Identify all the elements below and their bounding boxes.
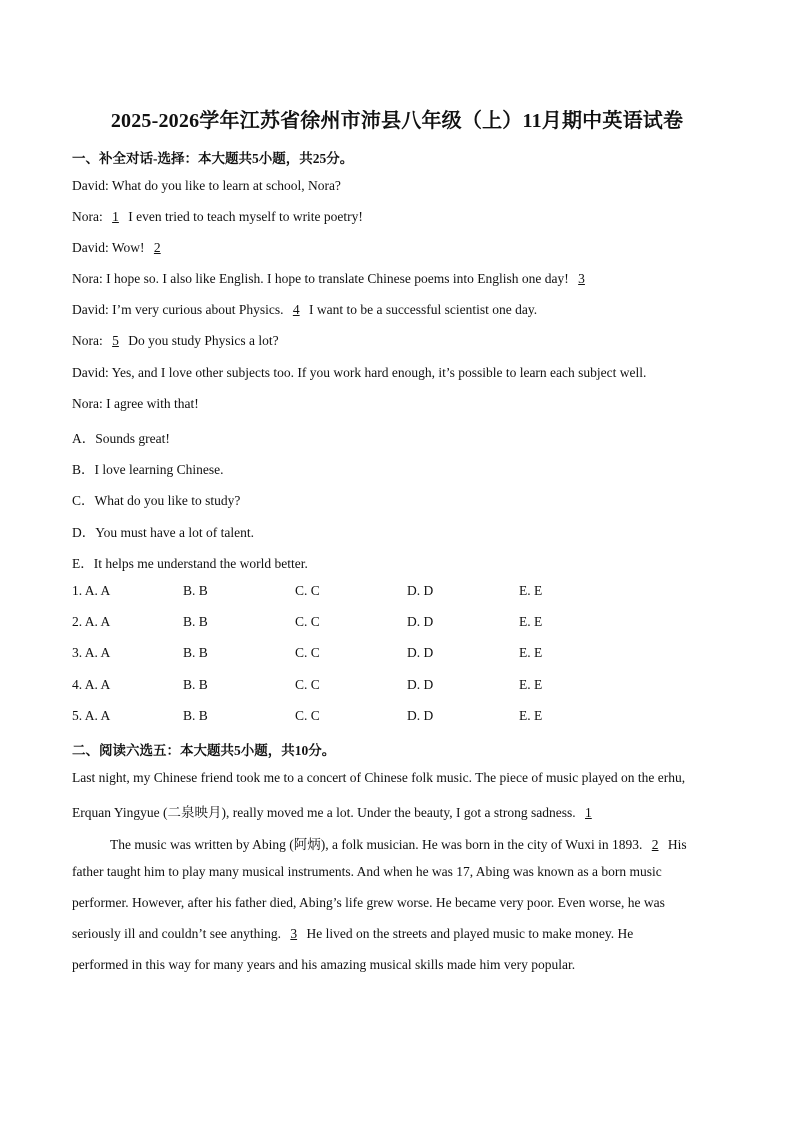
choice-c: C．What do you like to study?	[72, 493, 241, 508]
option-b[interactable]: B. B	[183, 645, 208, 660]
option-a[interactable]: 2. A. A	[72, 614, 111, 629]
option-a[interactable]: 5. A. A	[72, 708, 111, 723]
choice-a: A．Sounds great!	[72, 431, 170, 446]
section-2-heading: 二、阅读六选五：本大题共5小题，共10分。	[72, 743, 336, 758]
option-e[interactable]: E. E	[519, 677, 543, 692]
dialogue-text: David: Yes, and I love other subjects too. If you work hard enough, it’s possible to learn each subject well.	[72, 365, 647, 380]
option-e[interactable]: E. E	[519, 583, 543, 598]
passage-line: performer. However, after his father died, Abing’s life grew worse. He became very poor. Even worse, he was	[72, 895, 665, 910]
option-d[interactable]: D. D	[407, 583, 434, 598]
option-b[interactable]: B. B	[183, 614, 208, 629]
option-a[interactable]: 3. A. A	[72, 645, 111, 660]
choice-b: B．I love learning Chinese.	[72, 462, 224, 477]
option-d[interactable]: D. D	[407, 614, 434, 629]
passage-text: seriously ill and couldn’t see anything.	[72, 926, 285, 941]
option-d[interactable]: D. D	[407, 677, 434, 692]
dialogue-line	[72, 240, 167, 256]
dialogue-text: Nora:	[72, 333, 107, 348]
answer-row	[72, 583, 722, 601]
blank-2: 2	[153, 240, 161, 255]
dialogue-text: David: Wow!	[72, 240, 148, 255]
option-c[interactable]: C. C	[295, 677, 320, 692]
answer-row	[72, 645, 722, 663]
blank-4: 4	[292, 302, 300, 317]
option-e[interactable]: E. E	[519, 614, 543, 629]
dialogue-line	[72, 365, 646, 381]
passage-line	[72, 926, 722, 942]
passage-line: performed in this way for many years and his amazing musical skills made him very popular.	[72, 957, 576, 972]
dialogue-text: Do you study Physics a lot?	[124, 333, 279, 348]
section-1-heading: 一、补全对话-选择：本大题共5小题，共25分。	[72, 151, 354, 166]
passage-line	[110, 833, 760, 853]
dialogue-text: Nora:	[72, 209, 107, 224]
option-c[interactable]: C. C	[295, 614, 320, 629]
dialogue-text: Nora: I hope so. I also like English. I hope to translate Chinese poems into English one day!	[72, 271, 573, 286]
passage-text: His	[664, 837, 687, 852]
dialogue-line	[72, 178, 341, 194]
dialogue-text: I want to be a successful scientist one day.	[305, 302, 538, 317]
option-b[interactable]: B. B	[183, 677, 208, 692]
blank-1: 1	[112, 209, 119, 224]
passage-text: The music was written by Abing (阿炳), a folk musician. He was born in the city of Wuxi in 1893.	[110, 837, 646, 852]
passage-line	[72, 801, 722, 821]
option-a[interactable]: 1. A. A	[72, 583, 111, 598]
passage-blank-3: 3	[290, 926, 298, 941]
answer-row	[72, 677, 722, 695]
dialogue-line	[72, 396, 199, 412]
dialogue-text: Nora: I agree with that!	[72, 396, 199, 411]
dialogue-line	[72, 302, 537, 318]
option-e[interactable]: E. E	[519, 645, 543, 660]
dialogue-text: David: What do you like to learn at school, Nora?	[72, 178, 341, 193]
option-b[interactable]: B. B	[183, 583, 208, 598]
option-c[interactable]: C. C	[295, 645, 320, 660]
choice-e: E．It helps me understand the world better.	[72, 556, 308, 571]
option-c[interactable]: C. C	[295, 708, 320, 723]
option-d[interactable]: D. D	[407, 645, 434, 660]
blank-3: 3	[578, 271, 585, 286]
passage-text: Erquan Yingyue (二泉映月), really moved me a lot. Under the beauty, I got a strong sadness.	[72, 805, 580, 820]
answer-row	[72, 614, 722, 632]
option-a[interactable]: 4. A. A	[72, 677, 111, 692]
blank-5: 5	[112, 333, 119, 348]
passage-blank-1: 1	[585, 805, 592, 820]
passage-line: Last night, my Chinese friend took me to a concert of Chinese folk music. The piece of music played on the erhu,	[72, 770, 686, 785]
answer-row	[72, 708, 722, 726]
dialogue-line	[72, 333, 279, 349]
option-b[interactable]: B. B	[183, 708, 208, 723]
dialogue-text: David: I’m very curious about Physics.	[72, 302, 287, 317]
passage-line: father taught him to play many musical instruments. And when he was 17, Abing was known as a born music	[72, 864, 662, 879]
page-title: 2025-2026学年江苏省徐州市沛县八年级（上）11月期中英语试卷	[110, 110, 684, 132]
option-d[interactable]: D. D	[407, 708, 434, 723]
passage-blank-2: 2	[651, 837, 659, 852]
option-e[interactable]: E. E	[519, 708, 543, 723]
option-c[interactable]: C. C	[295, 583, 320, 598]
choice-d: D．You must have a lot of talent.	[72, 525, 254, 540]
dialogue-text: I even tried to teach myself to write poetry!	[124, 209, 363, 224]
dialogue-line	[72, 209, 363, 225]
passage-text: He lived on the streets and played music to make money. He	[303, 926, 634, 941]
dialogue-line	[72, 271, 591, 287]
